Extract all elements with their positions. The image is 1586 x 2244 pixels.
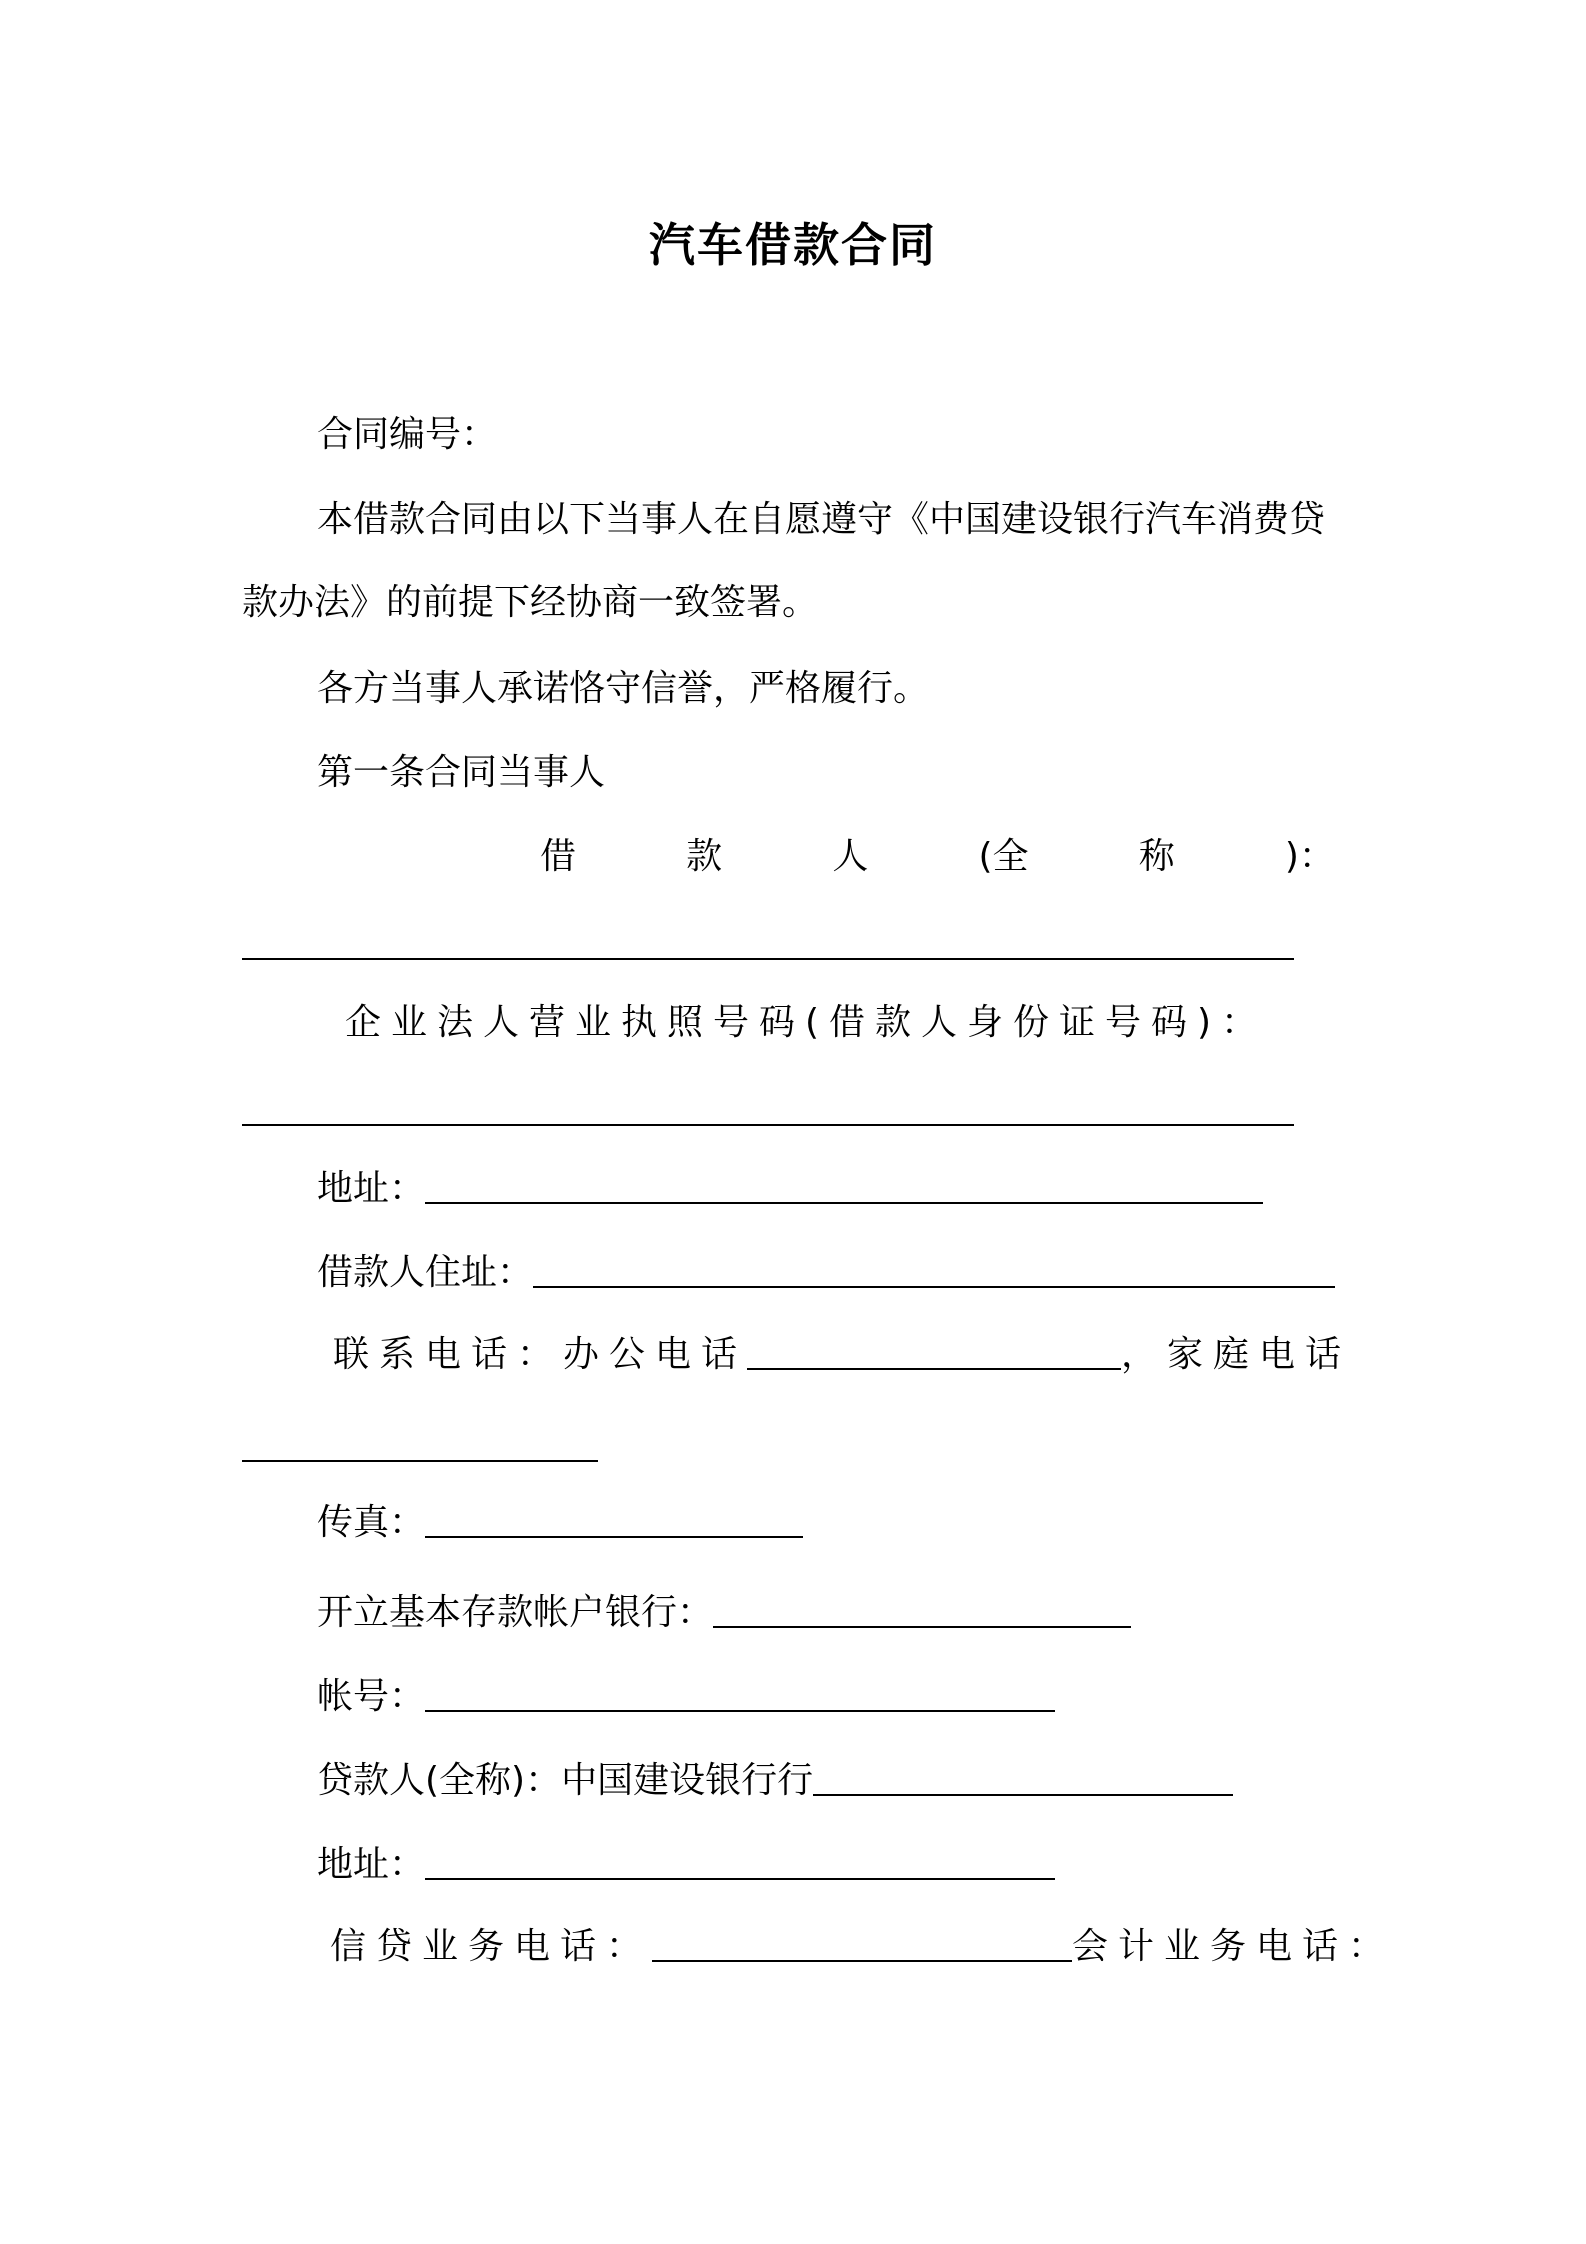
home-phone-label: ，家庭电话 xyxy=(1121,1334,1352,1375)
account-number-blank[interactable] xyxy=(425,1674,1055,1712)
document-title: 汽车借款合同 xyxy=(649,218,937,272)
office-phone-blank[interactable] xyxy=(747,1332,1121,1370)
business-license-label: 企业法人营业执照号码(借款人身份证号码)： xyxy=(345,1002,1268,1043)
credit-phone-label: 信贷业务电话： xyxy=(330,1926,653,1967)
address-blank[interactable] xyxy=(425,1166,1263,1204)
fax-blank[interactable] xyxy=(425,1500,803,1538)
borrower-name-blank[interactable] xyxy=(242,958,1294,960)
address-row xyxy=(317,1164,1263,1214)
borrower-name-char: )： xyxy=(1284,836,1335,877)
intro-paragraph-line-2: 款办法》的前提下经协商一致签署。 xyxy=(242,582,819,623)
accounting-phone-label: 会计业务电话： xyxy=(1072,1926,1395,1967)
intro-paragraph-line-1: 本借款合同由以下当事人在自愿遵守《中国建设银行汽车消费贷 xyxy=(317,499,1326,540)
account-number-row xyxy=(317,1672,1055,1722)
address-label: 地址： xyxy=(317,1168,426,1209)
bank-phones-row xyxy=(330,1922,1394,1972)
lender-address-label: 地址： xyxy=(317,1844,426,1885)
lender-address-row xyxy=(317,1840,1055,1890)
lender-row xyxy=(317,1756,1233,1806)
borrower-name-char: (全 xyxy=(978,836,1029,877)
fax-row xyxy=(317,1498,803,1548)
borrower-name-char: 人 xyxy=(832,836,869,877)
borrower-name-char: 借 xyxy=(540,836,577,877)
credit-phone-blank[interactable] xyxy=(652,1924,1072,1962)
account-number-label: 帐号： xyxy=(317,1676,426,1717)
lender-label: 贷款人(全称)：中国建设银行行 xyxy=(317,1760,814,1801)
contact-phone-row xyxy=(333,1330,1351,1380)
contact-phone-label: 联系电话：办公电话 xyxy=(333,1334,748,1375)
article-1-heading: 第一条合同当事人 xyxy=(317,752,606,793)
bank-account-row xyxy=(317,1588,1131,1638)
borrower-name-label xyxy=(540,832,1335,882)
promise-paragraph: 各方当事人承诺恪守信誉，严格履行。 xyxy=(317,668,930,709)
bank-account-label: 开立基本存款帐户银行： xyxy=(317,1592,714,1633)
borrower-residence-row xyxy=(317,1248,1335,1298)
bank-account-blank[interactable] xyxy=(713,1590,1131,1628)
contract-number-label: 合同编号： xyxy=(317,414,498,455)
lender-blank[interactable] xyxy=(813,1758,1233,1796)
home-phone-blank[interactable] xyxy=(242,1460,598,1462)
borrower-name-char: 称 xyxy=(1138,836,1175,877)
lender-address-blank[interactable] xyxy=(425,1842,1055,1880)
borrower-residence-blank[interactable] xyxy=(533,1250,1335,1288)
fax-label: 传真： xyxy=(317,1502,426,1543)
borrower-name-char: 款 xyxy=(686,836,723,877)
borrower-residence-label: 借款人住址： xyxy=(317,1252,534,1293)
business-license-blank[interactable] xyxy=(242,1124,1294,1126)
